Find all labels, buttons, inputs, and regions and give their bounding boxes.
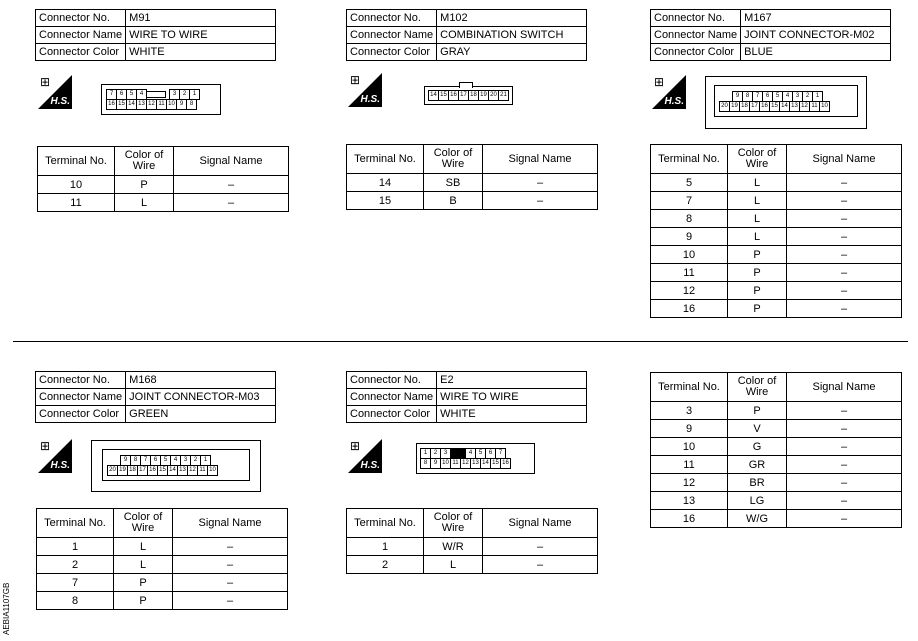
m168-pins-top — [120, 455, 210, 465]
connector-pin: 11 — [809, 101, 820, 112]
wire-color-cell: SB — [424, 174, 483, 192]
connector-pin: 3 — [440, 448, 451, 459]
e2-pins-bottom — [420, 458, 510, 468]
signal-name-cell: – — [787, 474, 902, 492]
connector-pin: 1 — [420, 448, 431, 459]
m91-terminal-table — [37, 146, 289, 212]
signal-name-cell: – — [483, 538, 598, 556]
wire-color-cell: G — [728, 438, 787, 456]
table-row — [347, 174, 598, 192]
m91-pins-top — [106, 89, 199, 99]
terminal-no-header: Terminal No. — [651, 373, 728, 402]
connector-name-value: JOINT CONNECTOR-M03 — [126, 389, 276, 406]
color-of-wire-header: Color of Wire — [728, 373, 787, 402]
connector-pin: 19 — [478, 90, 489, 101]
connector-no-value: M167 — [741, 10, 891, 27]
e2-connector-info — [346, 371, 587, 423]
connector-pin: 18 — [127, 465, 138, 476]
color-of-wire-header: Color of Wire — [114, 509, 173, 538]
connector-pin: 18 — [739, 101, 750, 112]
m167-terminal-table — [650, 144, 902, 318]
hs-label: H.S. — [360, 460, 380, 471]
m168-connector-face — [91, 440, 261, 492]
terminal-no-cell: 13 — [651, 492, 728, 510]
e2-terminal-table-continued — [650, 372, 902, 528]
connector-pin: 7 — [752, 91, 763, 102]
terminal-no-cell: 8 — [37, 592, 114, 610]
wire-color-cell: L — [424, 556, 483, 574]
table-row — [37, 556, 288, 574]
signal-name-cell: – — [787, 174, 902, 192]
connector-name-label: Connector Name — [651, 27, 741, 44]
connector-pin: 8 — [420, 458, 431, 469]
connector-color-value: GRAY — [437, 44, 587, 61]
connector-pin: 4 — [465, 448, 476, 459]
signal-name-cell: – — [787, 300, 902, 318]
connector-color-label: Connector Color — [347, 44, 437, 61]
connector-pin: 3 — [169, 89, 180, 100]
connector-pin: 7 — [106, 89, 117, 100]
terminal-no-cell: 15 — [347, 192, 424, 210]
connector-name-label: Connector Name — [36, 27, 126, 44]
signal-name-cell: – — [173, 574, 288, 592]
connector-pin: 3 — [180, 455, 191, 466]
table-row — [347, 556, 598, 574]
connector-color-value: WHITE — [126, 44, 276, 61]
e2-connector-face — [416, 443, 535, 474]
signal-name-cell: – — [787, 228, 902, 246]
terminal-no-cell: 11 — [38, 194, 115, 212]
connector-no-label: Connector No. — [36, 10, 126, 27]
wire-color-cell: B — [424, 192, 483, 210]
connector-pin: 2 — [430, 448, 441, 459]
terminal-no-cell: 8 — [651, 210, 728, 228]
signal-name-cell: – — [787, 282, 902, 300]
wire-color-cell: W/G — [728, 510, 787, 528]
connector-pin: 13 — [789, 101, 800, 112]
connector-name-label: Connector Name — [347, 27, 437, 44]
terminal-no-header: Terminal No. — [651, 145, 728, 174]
connector-pin: 1 — [812, 91, 823, 102]
wire-color-cell: L — [114, 556, 173, 574]
connector-pin: 17 — [749, 101, 760, 112]
connector-pin: 4 — [170, 455, 181, 466]
wire-color-cell: P — [115, 176, 174, 194]
connector-pin: 19 — [117, 465, 128, 476]
connector-pin: 20 — [107, 465, 118, 476]
signal-name-cell: – — [173, 538, 288, 556]
connector-pin: 11 — [450, 458, 461, 469]
terminal-no-cell: 10 — [651, 246, 728, 264]
connector-pin: 10 — [440, 458, 451, 469]
connector-pin: 12 — [799, 101, 810, 112]
table-row — [651, 510, 902, 528]
connector-color-label: Connector Color — [36, 406, 126, 423]
connector-pin: 5 — [160, 455, 171, 466]
connector-pin: 5 — [772, 91, 783, 102]
m102-latch — [459, 82, 473, 88]
color-of-wire-header: Color of Wire — [424, 509, 483, 538]
table-row — [38, 176, 289, 194]
hs-label: H.S. — [50, 460, 70, 471]
terminal-no-cell: 16 — [651, 300, 728, 318]
wire-color-cell: LG — [728, 492, 787, 510]
terminal-no-header: Terminal No. — [347, 509, 424, 538]
signal-name-cell: – — [787, 510, 902, 528]
m168-connector-info — [35, 371, 276, 423]
hs-label: H.S. — [50, 96, 70, 107]
figure-id: AEBIA1107GB — [2, 582, 11, 635]
wire-color-cell: L — [728, 174, 787, 192]
connector-pin: 6 — [762, 91, 773, 102]
signal-name-cell: – — [483, 174, 598, 192]
connector-pin: 9 — [430, 458, 441, 469]
signal-name-cell: – — [787, 192, 902, 210]
signal-name-header: Signal Name — [174, 147, 289, 176]
connector-pin: 17 — [458, 90, 469, 101]
terminal-no-header: Terminal No. — [38, 147, 115, 176]
table-row — [37, 592, 288, 610]
signal-name-cell: – — [787, 438, 902, 456]
connector-pin: 1 — [189, 89, 200, 100]
connector-pin: 12 — [146, 99, 157, 110]
terminal-no-cell: 11 — [651, 264, 728, 282]
connector-pin: 20 — [488, 90, 499, 101]
terminal-no-cell: 7 — [651, 192, 728, 210]
terminal-no-cell: 2 — [37, 556, 114, 574]
signal-name-cell: – — [174, 176, 289, 194]
connector-name-value: WIRE TO WIRE — [126, 27, 276, 44]
connector-color-value: BLUE — [741, 44, 891, 61]
m167-pins-top — [732, 91, 822, 101]
hs-icon: ⊞ H.S. — [350, 73, 380, 105]
connector-pin: 16 — [500, 458, 511, 469]
terminal-no-cell: 16 — [651, 510, 728, 528]
signal-name-cell: – — [173, 592, 288, 610]
wire-color-cell: L — [728, 228, 787, 246]
table-row — [651, 438, 902, 456]
m91-connector-face — [101, 84, 221, 115]
connector-pin: 12 — [460, 458, 471, 469]
connector-no-label: Connector No. — [36, 372, 126, 389]
connector-pin: 15 — [157, 465, 168, 476]
m167-connector-info — [650, 9, 891, 61]
connector-pin: 14 — [480, 458, 491, 469]
connector-pin: 14 — [779, 101, 790, 112]
table-row — [651, 474, 902, 492]
connector-pin: 11 — [197, 465, 208, 476]
m91-connector-info — [35, 9, 276, 61]
connector-pin: 21 — [498, 90, 509, 101]
color-of-wire-header: Color of Wire — [728, 145, 787, 174]
terminal-no-cell: 11 — [651, 456, 728, 474]
connector-name-value: WIRE TO WIRE — [437, 389, 587, 406]
m102-terminal-table — [346, 144, 598, 210]
hs-icon: ⊞ H.S. — [40, 439, 70, 471]
table-row — [38, 194, 289, 212]
signal-name-cell: – — [174, 194, 289, 212]
m168-terminal-table — [36, 508, 288, 610]
connector-pin: 9 — [120, 455, 131, 466]
terminal-no-cell: 7 — [37, 574, 114, 592]
signal-name-header: Signal Name — [483, 145, 598, 174]
connector-pin: 11 — [156, 99, 167, 110]
connector-name-value: COMBINATION SWITCH — [437, 27, 587, 44]
connector-pin: 6 — [150, 455, 161, 466]
signal-name-header: Signal Name — [173, 509, 288, 538]
table-row — [651, 282, 902, 300]
connector-pin: 14 — [126, 99, 137, 110]
connector-color-label: Connector Color — [36, 44, 126, 61]
table-row — [347, 538, 598, 556]
connector-name-label: Connector Name — [36, 389, 126, 406]
terminal-no-cell: 9 — [651, 420, 728, 438]
signal-name-cell: – — [787, 210, 902, 228]
terminal-no-cell: 2 — [347, 556, 424, 574]
table-row — [37, 574, 288, 592]
connector-pin: 15 — [438, 90, 449, 101]
connector-pin: 15 — [490, 458, 501, 469]
signal-name-cell: – — [173, 556, 288, 574]
connector-pin: 16 — [106, 99, 117, 110]
terminal-no-cell: 3 — [651, 402, 728, 420]
e2-pins-top — [420, 448, 505, 458]
terminal-no-cell: 10 — [651, 438, 728, 456]
connector-pin: 9 — [176, 99, 187, 110]
connector-pin: 6 — [116, 89, 127, 100]
signal-name-header: Signal Name — [787, 145, 902, 174]
color-of-wire-header: Color of Wire — [115, 147, 174, 176]
wire-color-cell: L — [728, 210, 787, 228]
table-row — [651, 456, 902, 474]
connector-color-value: WHITE — [437, 406, 587, 423]
e2-terminal-table — [346, 508, 598, 574]
connector-pin: 17 — [137, 465, 148, 476]
connector-no-value: M168 — [126, 372, 276, 389]
connector-pin: 10 — [207, 465, 218, 476]
table-row — [37, 538, 288, 556]
signal-name-cell: – — [483, 192, 598, 210]
wire-color-cell: P — [728, 300, 787, 318]
signal-name-header: Signal Name — [483, 509, 598, 538]
table-row — [651, 174, 902, 192]
connector-pin: 10 — [166, 99, 177, 110]
table-row — [651, 300, 902, 318]
hs-icon: ⊞ H.S. — [40, 75, 70, 107]
connector-pin: 2 — [179, 89, 190, 100]
connector-pin: 14 — [428, 90, 439, 101]
connector-pin: 13 — [470, 458, 481, 469]
connector-pin: 12 — [187, 465, 198, 476]
signal-name-cell: – — [787, 420, 902, 438]
connector-pin: 20 — [719, 101, 730, 112]
table-row — [651, 264, 902, 282]
connector-pin: 8 — [130, 455, 141, 466]
connector-pin: 13 — [136, 99, 147, 110]
m167-connector-face — [705, 76, 867, 129]
connector-color-value: GREEN — [126, 406, 276, 423]
terminal-no-header: Terminal No. — [37, 509, 114, 538]
section-divider — [13, 341, 908, 342]
hs-icon: ⊞ H.S. — [654, 75, 684, 107]
wire-color-cell: BR — [728, 474, 787, 492]
table-row — [651, 420, 902, 438]
connector-pin: 7 — [140, 455, 151, 466]
connector-pin: 1 — [200, 455, 211, 466]
wire-color-cell: L — [728, 192, 787, 210]
connector-pin: 16 — [147, 465, 158, 476]
table-row — [347, 192, 598, 210]
connector-pin: 4 — [136, 89, 147, 100]
connector-pin: 4 — [782, 91, 793, 102]
connector-pin: 18 — [468, 90, 479, 101]
m168-pins-bottom — [107, 465, 217, 475]
wire-color-cell: P — [728, 264, 787, 282]
connector-pin: 5 — [126, 89, 137, 100]
terminal-no-cell: 12 — [651, 474, 728, 492]
connector-no-value: E2 — [437, 372, 587, 389]
wire-color-cell: P — [728, 402, 787, 420]
terminal-no-cell: 1 — [37, 538, 114, 556]
hs-label: H.S. — [664, 96, 684, 107]
connector-pin: 15 — [116, 99, 127, 110]
connector-pin: 7 — [495, 448, 506, 459]
table-row — [651, 246, 902, 264]
signal-name-cell: – — [483, 556, 598, 574]
table-row — [651, 492, 902, 510]
m102-connector-info — [346, 9, 587, 61]
connector-color-label: Connector Color — [347, 406, 437, 423]
terminal-no-header: Terminal No. — [347, 145, 424, 174]
connector-name-value: JOINT CONNECTOR-M02 — [741, 27, 891, 44]
connector-no-label: Connector No. — [651, 10, 741, 27]
wire-color-cell: GR — [728, 456, 787, 474]
connector-color-label: Connector Color — [651, 44, 741, 61]
table-row — [651, 210, 902, 228]
table-row — [651, 192, 902, 210]
connector-pin: 2 — [802, 91, 813, 102]
connector-gap — [146, 91, 166, 98]
connector-pin: 6 — [485, 448, 496, 459]
wire-color-cell: P — [728, 246, 787, 264]
table-row — [651, 402, 902, 420]
connector-pin: 9 — [732, 91, 743, 102]
connector-pin: 16 — [759, 101, 770, 112]
color-of-wire-header: Color of Wire — [424, 145, 483, 174]
connector-pin: 16 — [448, 90, 459, 101]
connector-pin: 3 — [792, 91, 803, 102]
hs-icon: ⊞ H.S. — [350, 439, 380, 471]
terminal-no-cell: 5 — [651, 174, 728, 192]
connector-pin: 10 — [819, 101, 830, 112]
connector-no-label: Connector No. — [347, 372, 437, 389]
connector-pin: 2 — [190, 455, 201, 466]
signal-name-cell: – — [787, 264, 902, 282]
wire-color-cell: P — [114, 574, 173, 592]
connector-no-label: Connector No. — [347, 10, 437, 27]
signal-name-cell: – — [787, 246, 902, 264]
wire-color-cell: P — [728, 282, 787, 300]
hs-label: H.S. — [360, 94, 380, 105]
connector-pin: 8 — [186, 99, 197, 110]
terminal-no-cell: 10 — [38, 176, 115, 194]
wire-color-cell: W/R — [424, 538, 483, 556]
connector-no-value: M102 — [437, 10, 587, 27]
connector-pin: 14 — [167, 465, 178, 476]
connector-name-label: Connector Name — [347, 389, 437, 406]
m167-pins-bottom — [719, 101, 829, 111]
terminal-no-cell: 9 — [651, 228, 728, 246]
signal-name-cell: – — [787, 402, 902, 420]
signal-name-cell: – — [787, 492, 902, 510]
wire-color-cell: V — [728, 420, 787, 438]
m102-pins — [428, 90, 508, 100]
terminal-no-cell: 1 — [347, 538, 424, 556]
m102-connector-face — [424, 86, 513, 105]
wire-color-cell: P — [114, 592, 173, 610]
wire-color-cell: L — [115, 194, 174, 212]
connector-no-value: M91 — [126, 10, 276, 27]
terminal-no-cell: 14 — [347, 174, 424, 192]
connector-pin: 13 — [177, 465, 188, 476]
signal-name-header: Signal Name — [787, 373, 902, 402]
signal-name-cell: – — [787, 456, 902, 474]
connector-pin: 8 — [742, 91, 753, 102]
table-row — [651, 228, 902, 246]
connector-pin: 19 — [729, 101, 740, 112]
connector-pin: 5 — [475, 448, 486, 459]
terminal-no-cell: 12 — [651, 282, 728, 300]
m91-pins-bottom — [106, 99, 196, 109]
connector-pin: 15 — [769, 101, 780, 112]
wire-color-cell: L — [114, 538, 173, 556]
